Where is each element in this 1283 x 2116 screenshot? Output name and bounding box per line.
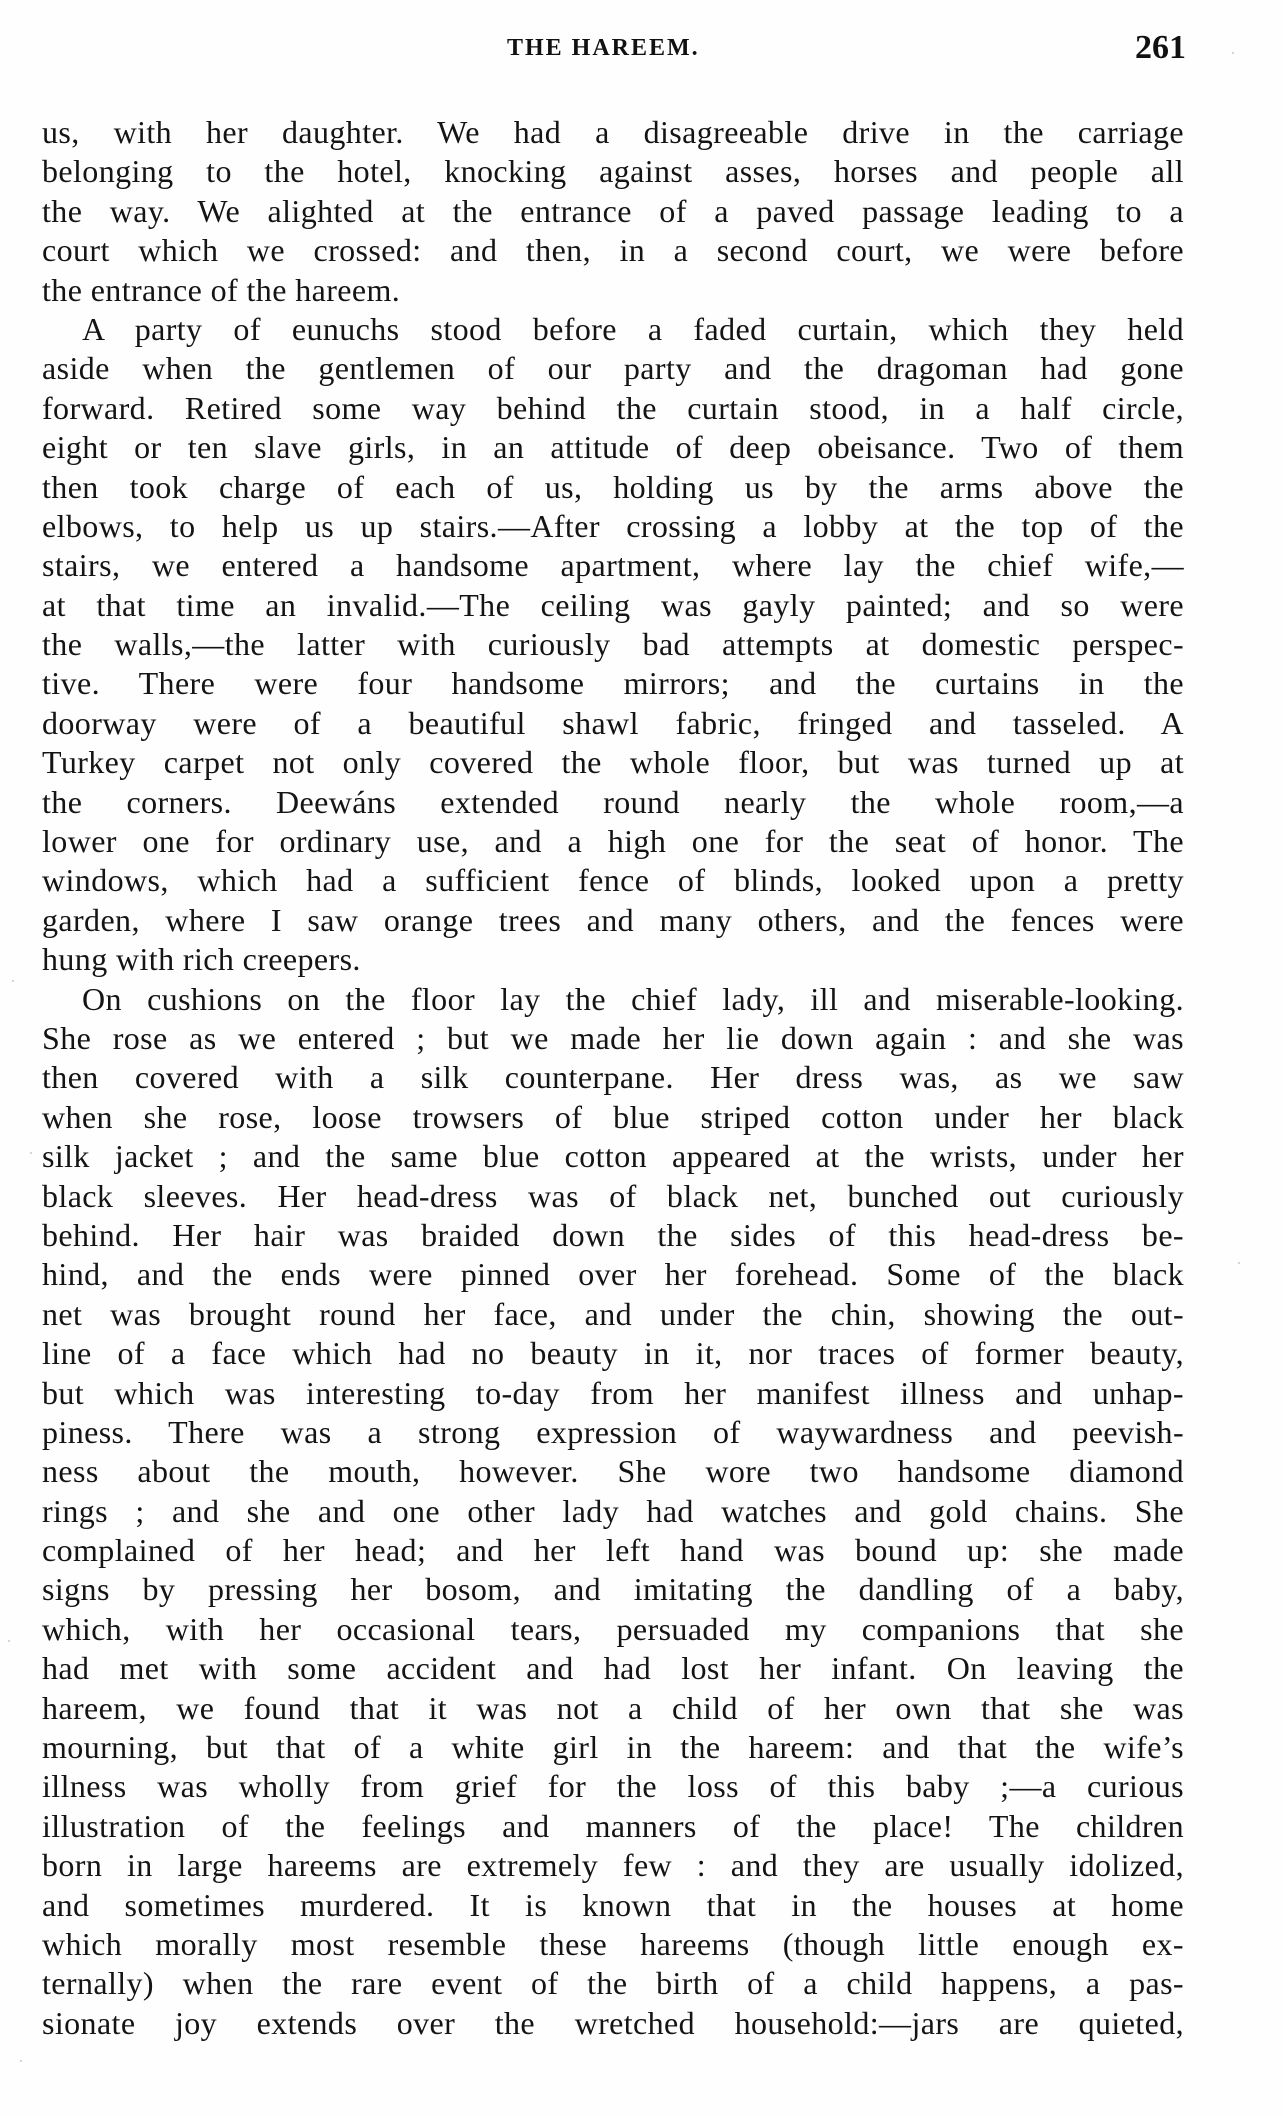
text-line: court which we crossed: and then, in a second court, we were before (42, 232, 1184, 269)
page-number: 261 (1135, 29, 1186, 66)
text-line: aside when the gentlemen of our party and the dragoman had gone (42, 350, 1184, 387)
text-line: born in large hareems are extremely few : and they are usually idolized, (42, 1847, 1184, 1884)
text-line: complained of her head; and her left hand was bound up: she made (42, 1532, 1184, 1569)
text-line: tive. There were four handsome mirrors; and the curtains in the (42, 665, 1184, 702)
text-line: sionate joy extends over the wretched household:—jars are quieted, (42, 2004, 1184, 2041)
text-line: silk jacket ; and the same blue cotton appeared at the wrists, under her (42, 1138, 1184, 1175)
body-text (42, 113, 1184, 2043)
text-line: ternally) when the rare event of the birth of a child happens, a pas- (42, 1965, 1184, 2002)
text-line: the entrance of the hareem. (42, 271, 401, 308)
text-line: then took charge of each of us, holding us by the arms above the (42, 468, 1184, 505)
text-line: illustration of the feelings and manners of the place! The children (42, 1807, 1184, 1844)
text-line: when she rose, loose trowsers of blue striped cotton under her black (42, 1098, 1184, 1135)
text-line: which, with her occasional tears, persuaded my companions that she (42, 1610, 1184, 1647)
text-line: had met with some accident and had lost her infant. On leaving the (42, 1650, 1184, 1687)
text-line: forward. Retired some way behind the curtain stood, in a half circle, (42, 389, 1184, 426)
text-line: us, with her daughter. We had a disagreeable drive in the carriage (42, 114, 1184, 150)
text-line: eight or ten slave girls, in an attitude of deep obeisance. Two of them (42, 429, 1184, 466)
text-line: black sleeves. Her head-dress was of black net, bunched out curiously (42, 1177, 1184, 1214)
text-line: at that time an invalid.—The ceiling was gayly painted; and so were (42, 586, 1184, 623)
text-line: rings ; and she and one other lady had watches and gold chains. She (42, 1492, 1184, 1529)
text-line: then covered with a silk counterpane. Her dress was, as we saw (42, 1059, 1184, 1096)
text-line: stairs, we entered a handsome apartment, where lay the chief wife,— (42, 547, 1184, 584)
text-line: net was brought round her face, and under the chin, showing the out- (42, 1295, 1184, 1332)
text-line: elbows, to help us up stairs.—After crossing a lobby at the top of the (42, 507, 1184, 544)
scan-speck (1232, 52, 1234, 54)
text-line: and sometimes murdered. It is known that in the houses at home (42, 1886, 1184, 1923)
text-line: mourning, but that of a white girl in the hareem: and that the wife’s (42, 1729, 1184, 1766)
text-line: She rose as we entered ; but we made her lie down again : and she was (42, 1019, 1184, 1056)
text-line: line of a face which had no beauty in it, nor traces of former beauty, (42, 1335, 1184, 1372)
scan-speck (1238, 1262, 1240, 1264)
text-line: garden, where I saw orange trees and many others, and the fences were (42, 901, 1184, 938)
text-line: the corners. Deewáns extended round nearly the whole room,—a (42, 783, 1184, 820)
text-line: the way. We alighted at the entrance of a paved passage leading to a (42, 192, 1184, 229)
text-line: Turkey carpet not only covered the whole floor, but was turned up at (42, 744, 1184, 781)
text-line: belonging to the hotel, knocking against asses, horses and people all (42, 153, 1184, 190)
text-line: but which was interesting to-day from her manifest illness and unhap- (42, 1374, 1184, 1411)
scan-speck (20, 2060, 22, 2062)
text-line: doorway were of a beautiful shawl fabric, fringed and tasseled. A (42, 704, 1184, 741)
text-line: hind, and the ends were pinned over her forehead. Some of the black (42, 1256, 1184, 1293)
text-line: illness was wholly from grief for the loss of this baby ;—a curious (42, 1768, 1184, 1805)
text-line: lower one for ordinary use, and a high one for the seat of honor. The (42, 823, 1184, 860)
text-line: behind. Her hair was braided down the sides of this head-dress be- (42, 1216, 1184, 1253)
running-head-title: THE HAREEM. (507, 35, 700, 61)
text-line: hareem, we found that it was not a child of her own that she was (42, 1689, 1184, 1726)
scan-speck (12, 980, 14, 982)
text-line: piness. There was a strong expression of waywardness and peevish- (42, 1413, 1184, 1450)
text-line: windows, which had a sufficient fence of blinds, looked upon a pretty (42, 862, 1184, 899)
text-line: On cushions on the floor lay the chief lady, ill and miserable-looking. (82, 980, 1184, 1017)
text-line: A party of eunuchs stood before a faded curtain, which they held (82, 310, 1184, 347)
text-line: which morally most resemble these hareems (though little enough ex- (42, 1925, 1184, 1962)
scan-speck (8, 1640, 10, 1642)
text-line: the walls,—the latter with curiously bad attempts at domestic perspec- (42, 626, 1184, 663)
text-line: ness about the mouth, however. She wore two handsome diamond (42, 1453, 1184, 1490)
text-line: signs by pressing her bosom, and imitating the dandling of a baby, (42, 1571, 1184, 1608)
scan-speck (30, 1152, 32, 1154)
text-line: hung with rich creepers. (42, 941, 361, 978)
